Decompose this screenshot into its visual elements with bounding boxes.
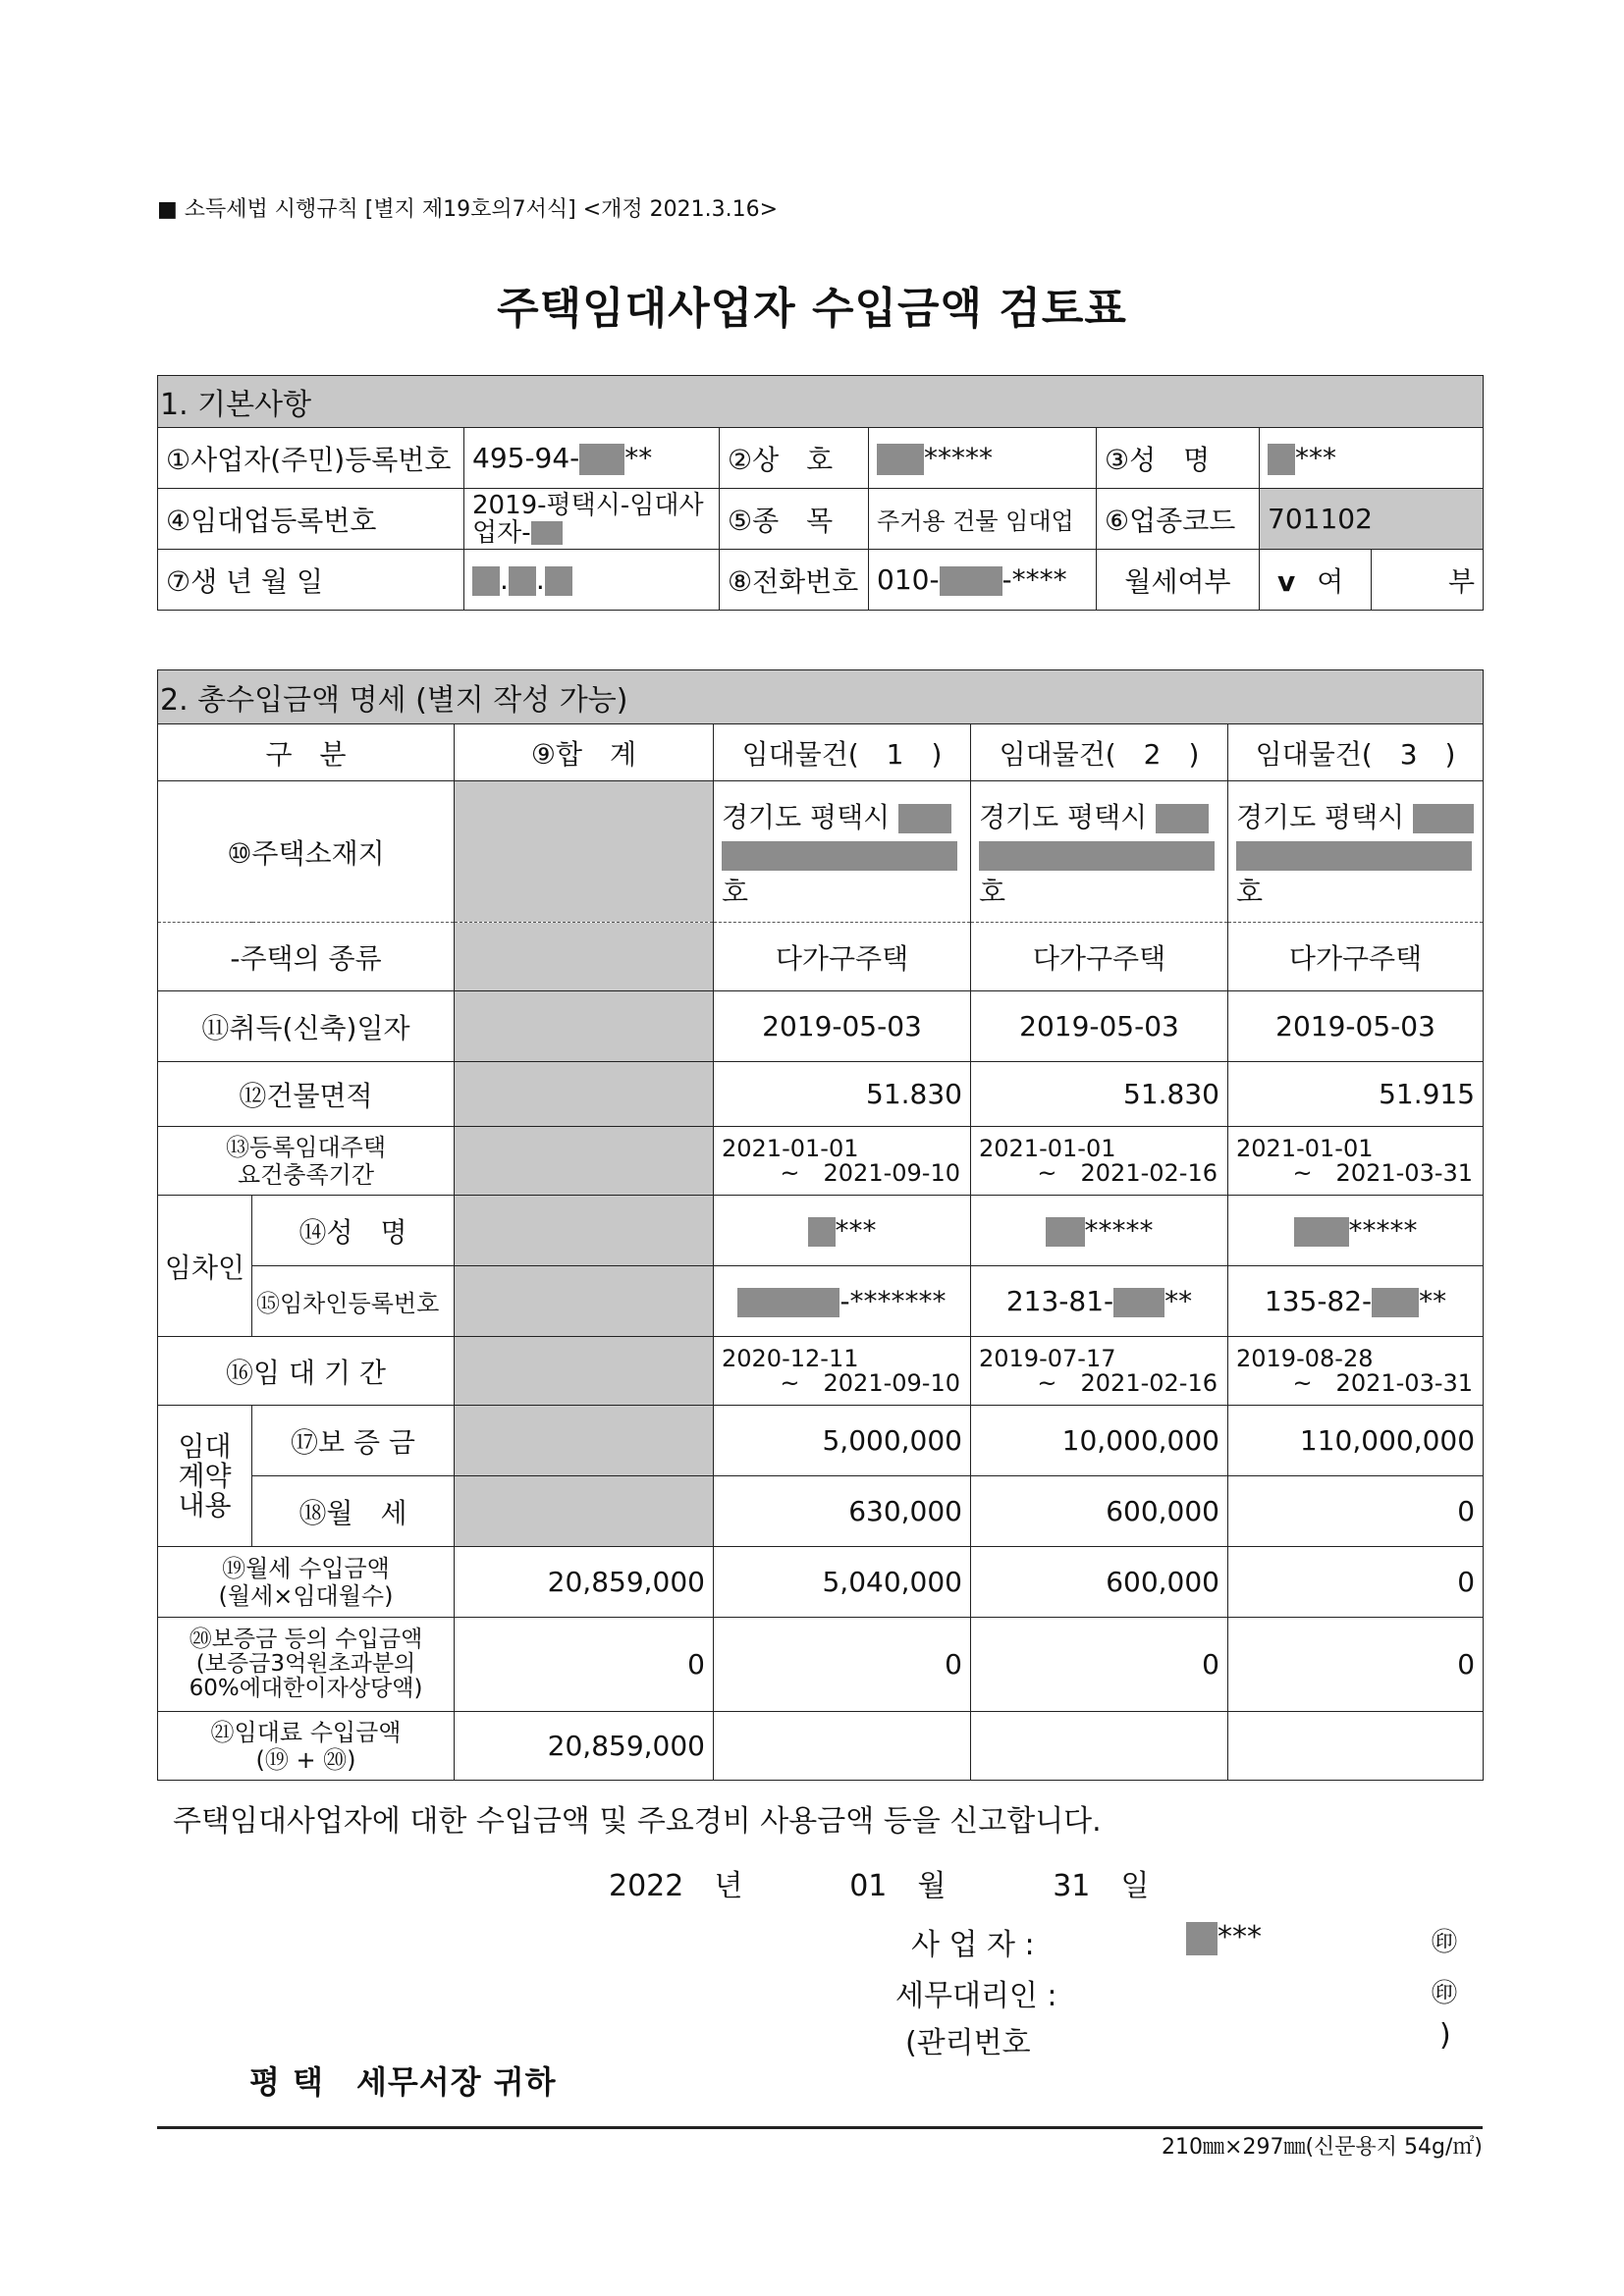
total-empty — [455, 1476, 714, 1547]
house-type-label: -주택의 종류 — [158, 923, 455, 991]
col-header-prop3: 임대물건( 3 ) — [1228, 724, 1484, 781]
business-label: 사 업 자 : — [911, 1928, 1035, 1962]
redacted-block — [579, 444, 624, 475]
redacted-block — [1113, 1288, 1164, 1317]
rental-income-label: ㉑임대료 수입금액 (⑲ + ⑳) — [158, 1712, 455, 1781]
tenant-name-prop3: ***** — [1228, 1196, 1484, 1266]
redacted-block — [940, 566, 1002, 596]
acquisition-date-label: ⑪취득(신축)일자 — [158, 991, 455, 1062]
seal-icon: ㊞ — [1432, 1928, 1458, 1957]
deposit-income-prop1: 0 — [714, 1618, 971, 1712]
tenant-reg-no-prop2: 213-81- ** — [971, 1266, 1228, 1337]
rent-income-total: 20,859,000 — [455, 1547, 714, 1618]
total-empty — [455, 1127, 714, 1196]
declaration-date: 2022 년 01 월 31 일 — [609, 1869, 1150, 1903]
building-area-label: ⑫건물면적 — [158, 1062, 455, 1127]
form-reference: ■ 소득세법 시행규칙 [별지 제19호의7서식] <개정 2021.3.16> — [157, 197, 779, 222]
monthly-rent-label: 월세여부 — [1097, 550, 1260, 611]
monthly-rent-yes: v 여 — [1260, 550, 1372, 611]
deposit-income-total: 0 — [455, 1618, 714, 1712]
phone-label: ⑧전화번호 — [720, 550, 869, 611]
redacted-block — [1236, 841, 1472, 871]
reg-no-value: 495-94- ** — [464, 428, 720, 489]
rental-income-prop1 — [714, 1712, 971, 1781]
total-empty — [455, 991, 714, 1062]
monthly-rent-no: 부 — [1372, 550, 1484, 611]
category-value: 주거용 건물 임대업 — [869, 489, 1097, 550]
redacted-block — [1268, 444, 1295, 475]
redacted-block — [1156, 804, 1209, 833]
monthly-rent-prop2: 600,000 — [971, 1476, 1228, 1547]
total-empty — [455, 1062, 714, 1127]
total-empty — [455, 1337, 714, 1406]
deposit-prop2: 10,000,000 — [971, 1406, 1228, 1476]
acquisition-date-prop1: 2019-05-03 — [714, 991, 971, 1062]
rental-income-total: 20,859,000 — [455, 1712, 714, 1781]
birth-value: . . — [464, 550, 720, 611]
lease-period-prop2: 2019-07-17 ~ 2021-02-16 — [971, 1337, 1228, 1406]
address-prop1: 경기도 평택시 호 — [714, 781, 971, 923]
tenant-reg-no-prop1: -******* — [714, 1266, 971, 1337]
building-area-prop3: 51.915 — [1228, 1062, 1484, 1127]
industry-code-value: 701102 — [1260, 489, 1484, 550]
redacted-block — [531, 521, 563, 545]
house-type-prop3: 다가구주택 — [1228, 923, 1484, 991]
section2-title: 2. 총수입금액 명세 (별지 작성 가능) — [158, 670, 1484, 724]
declaration-text: 주택임대사업자에 대한 수입금액 및 주요경비 사용금액 등을 신고합니다. — [173, 1804, 1102, 1839]
trade-name-value: ***** — [869, 428, 1097, 489]
birth-label: ⑦생 년 월 일 — [158, 550, 464, 611]
basic-info-table — [157, 375, 1484, 611]
tenant-name-label: ⑭성 명 — [252, 1196, 455, 1266]
rental-reg-no-label: ④임대업등록번호 — [158, 489, 464, 550]
col-header-prop1: 임대물건( 1 ) — [714, 724, 971, 781]
reg-no-label: ①사업자(주민)등록번호 — [158, 428, 464, 489]
rent-income-prop3: 0 — [1228, 1547, 1484, 1618]
contract-group-label: 임대계약내용 — [158, 1406, 252, 1547]
redacted-block — [877, 444, 924, 475]
redacted-block — [509, 566, 536, 596]
industry-code-label: ⑥업종코드 — [1097, 489, 1260, 550]
redacted-block — [545, 566, 572, 596]
tenant-reg-no-label: ⑮임차인등록번호 — [252, 1266, 455, 1337]
building-area-prop2: 51.830 — [971, 1062, 1228, 1127]
agent-label: 세무대리인 : — [895, 1979, 1057, 2013]
total-empty — [455, 1196, 714, 1266]
redacted-block — [1046, 1217, 1085, 1247]
tenant-reg-no-prop3: 135-82- ** — [1228, 1266, 1484, 1337]
redacted-block — [1372, 1288, 1419, 1317]
requirement-period-prop2: 2021-01-01 ~ 2021-02-16 — [971, 1127, 1228, 1196]
name-label: ③성 명 — [1097, 428, 1260, 489]
monthly-rent-label: ⑱월 세 — [252, 1476, 455, 1547]
management-number-label: (관리번호 — [905, 2026, 1031, 2060]
total-empty — [455, 781, 714, 923]
house-type-prop1: 다가구주택 — [714, 923, 971, 991]
rent-income-label: ⑲월세 수입금액 (월세×임대월수) — [158, 1547, 455, 1618]
address-prop2: 경기도 평택시 호 — [971, 781, 1228, 923]
deposit-income-prop3: 0 — [1228, 1618, 1484, 1712]
redacted-block — [1186, 1922, 1218, 1955]
redacted-block — [898, 804, 951, 833]
redacted-block — [808, 1217, 836, 1247]
deposit-income-prop2: 0 — [971, 1618, 1228, 1712]
name-value: *** — [1260, 428, 1484, 489]
requirement-period-prop3: 2021-01-01 ~ 2021-03-31 — [1228, 1127, 1484, 1196]
requirement-period-label: ⑬등록임대주택 요건충족기간 — [158, 1127, 455, 1196]
lease-period-label: ⑯임 대 기 간 — [158, 1337, 455, 1406]
phone-value: 010- -**** — [869, 550, 1097, 611]
business-name: *** — [1186, 1920, 1262, 1955]
category-label: ⑤종 목 — [720, 489, 869, 550]
deposit-prop3: 110,000,000 — [1228, 1406, 1484, 1476]
redacted-block — [472, 566, 500, 596]
acquisition-date-prop2: 2019-05-03 — [971, 991, 1228, 1062]
income-detail-table — [157, 669, 1484, 1781]
lease-period-prop3: 2019-08-28 ~ 2021-03-31 — [1228, 1337, 1484, 1406]
rent-income-prop1: 5,040,000 — [714, 1547, 971, 1618]
bottom-divider — [157, 2126, 1483, 2129]
tenant-name-prop1: *** — [714, 1196, 971, 1266]
col-header-prop2: 임대물건( 2 ) — [971, 724, 1228, 781]
rental-income-prop2 — [971, 1712, 1228, 1781]
total-empty — [455, 923, 714, 991]
col-header-category: 구 분 — [158, 724, 455, 781]
address-label: ⑩주택소재지 — [158, 781, 455, 923]
redacted-block — [1294, 1217, 1349, 1247]
redacted-block — [722, 841, 957, 871]
building-area-prop1: 51.830 — [714, 1062, 971, 1127]
rent-income-prop2: 600,000 — [971, 1547, 1228, 1618]
col-header-total: ⑨합 계 — [455, 724, 714, 781]
section1-title: 1. 기본사항 — [158, 376, 1484, 428]
trade-name-label: ②상 호 — [720, 428, 869, 489]
total-empty — [455, 1406, 714, 1476]
deposit-income-label: ⑳보증금 등의 수입금액 (보증금3억원초과분의 60%에대한이자상당액) — [158, 1618, 455, 1712]
redacted-block — [1413, 804, 1474, 833]
paper-spec: 210㎜×297㎜(신문용지 54g/㎡) — [1162, 2135, 1483, 2160]
check-mark-icon: v — [1277, 564, 1296, 598]
seal-icon: ㊞ — [1432, 1979, 1458, 2008]
deposit-label: ⑰보 증 금 — [252, 1406, 455, 1476]
monthly-rent-prop1: 630,000 — [714, 1476, 971, 1547]
lease-period-prop1: 2020-12-11 ~ 2021-09-10 — [714, 1337, 971, 1406]
page-title: 주택임대사업자 수입금액 검토표 — [497, 284, 1127, 334]
monthly-rent-prop3: 0 — [1228, 1476, 1484, 1547]
acquisition-date-prop3: 2019-05-03 — [1228, 991, 1484, 1062]
requirement-period-prop1: 2021-01-01 ~ 2021-09-10 — [714, 1127, 971, 1196]
address-prop3: 경기도 평택시 호 — [1228, 781, 1484, 923]
tenant-name-prop2: ***** — [971, 1196, 1228, 1266]
total-empty — [455, 1266, 714, 1337]
redacted-block — [979, 841, 1215, 871]
rental-income-prop3 — [1228, 1712, 1484, 1781]
tenant-group-label: 임차인 — [158, 1196, 252, 1337]
tax-office-recipient: 평 택 세무서장 귀하 — [249, 2063, 557, 2101]
house-type-prop2: 다가구주택 — [971, 923, 1228, 991]
redacted-block — [737, 1288, 839, 1317]
deposit-prop1: 5,000,000 — [714, 1406, 971, 1476]
rental-reg-no-value: 2019-평택시-임대사업자- — [464, 489, 720, 550]
management-number-close: ) — [1439, 2018, 1451, 2053]
